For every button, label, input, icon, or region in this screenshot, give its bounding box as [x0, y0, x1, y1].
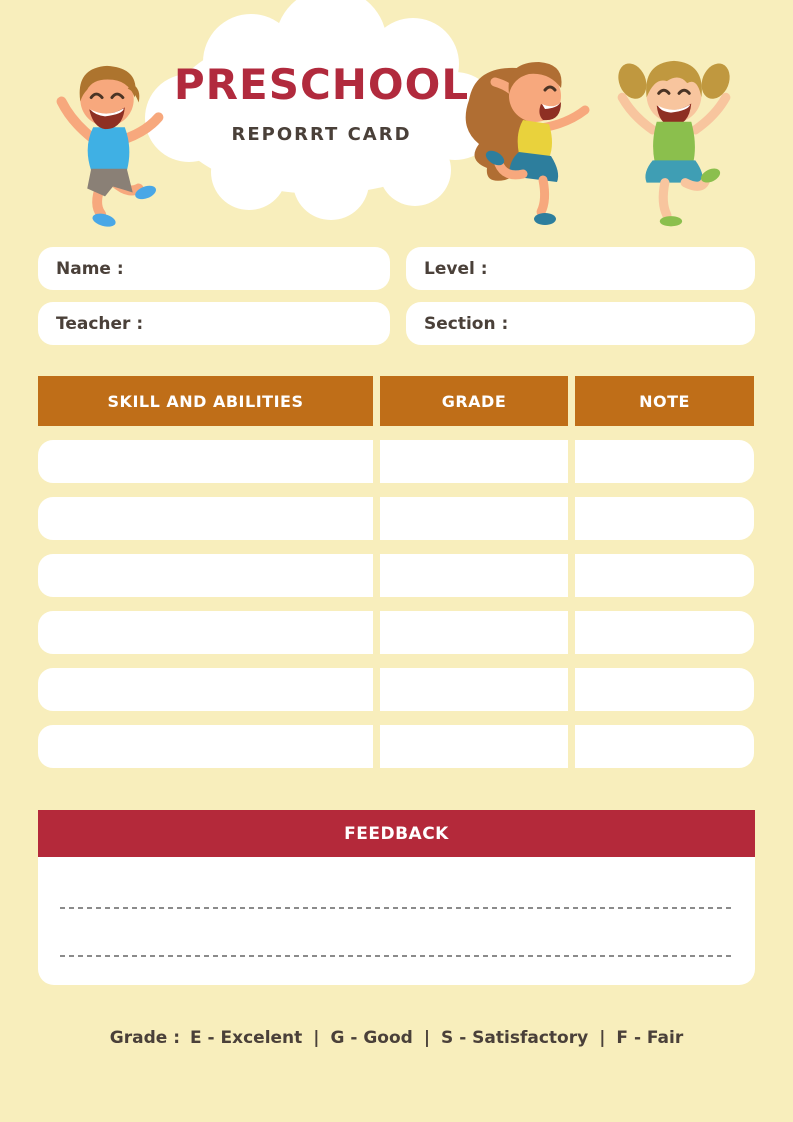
table-row: [38, 725, 755, 768]
feedback-body[interactable]: [38, 857, 755, 985]
name-value[interactable]: [124, 247, 390, 290]
grade-cell[interactable]: [380, 497, 568, 540]
column-header-grade: GRADE: [380, 376, 568, 426]
table-row: [38, 440, 755, 483]
teacher-label: Teacher :: [56, 313, 144, 334]
pigtail-girl-illustration: [608, 42, 740, 236]
column-header-skill: SKILL AND ABILITIES: [38, 376, 373, 426]
legend-item: F - Fair: [616, 1028, 684, 1048]
skill-cell[interactable]: [38, 440, 373, 483]
skill-cell[interactable]: [38, 497, 373, 540]
grade-cell[interactable]: [380, 440, 568, 483]
table-row: [38, 497, 755, 540]
feedback-header: FEEDBACK: [38, 810, 755, 857]
page-title: PRESCHOOL: [173, 60, 470, 109]
header: [0, 0, 793, 240]
title-block: [133, 0, 510, 216]
level-field[interactable]: [406, 247, 755, 290]
table-row: [38, 668, 755, 711]
legend-item: S - Satisfactory: [441, 1028, 589, 1048]
running-girl-illustration: [456, 48, 598, 228]
skills-table-body: [38, 440, 755, 768]
feedback-writing-line-2[interactable]: [60, 955, 733, 957]
legend-item: E - Excelent: [190, 1028, 303, 1048]
grade-cell[interactable]: [380, 668, 568, 711]
level-value[interactable]: [488, 247, 755, 290]
grade-cell[interactable]: [380, 725, 568, 768]
grade-cell[interactable]: [380, 554, 568, 597]
level-label: Level :: [424, 258, 488, 279]
note-cell[interactable]: [575, 668, 754, 711]
table-row: [38, 554, 755, 597]
section-value[interactable]: [508, 302, 755, 345]
note-cell[interactable]: [575, 725, 754, 768]
legend-item: G - Good: [330, 1028, 413, 1048]
grade-legend: [0, 1028, 793, 1048]
note-cell[interactable]: [575, 497, 754, 540]
skill-cell[interactable]: [38, 668, 373, 711]
note-cell[interactable]: [575, 440, 754, 483]
column-header-note: NOTE: [575, 376, 754, 426]
feedback-writing-line-1[interactable]: [60, 907, 733, 909]
page-subtitle: REPORRT CARD: [231, 124, 412, 145]
grade-legend-label: Grade :: [109, 1028, 180, 1048]
skills-table-header: [38, 376, 755, 426]
name-field[interactable]: [38, 247, 390, 290]
note-cell[interactable]: [575, 554, 754, 597]
student-info: [38, 247, 755, 345]
table-row: [38, 611, 755, 654]
grade-legend-items: [190, 1028, 683, 1048]
skill-cell[interactable]: [38, 554, 373, 597]
jumping-boy-illustration: [48, 56, 170, 234]
skill-cell[interactable]: [38, 611, 373, 654]
teacher-value[interactable]: [143, 302, 390, 345]
teacher-field[interactable]: [38, 302, 390, 345]
skills-table: [38, 376, 755, 768]
note-cell[interactable]: [575, 611, 754, 654]
legend-separator: |: [313, 1028, 320, 1048]
legend-separator: |: [423, 1028, 431, 1048]
section-label: Section :: [424, 313, 509, 334]
legend-separator: |: [599, 1028, 606, 1048]
section-field[interactable]: [406, 302, 755, 345]
feedback-section: [38, 810, 755, 985]
skill-cell[interactable]: [38, 725, 373, 768]
name-label: Name :: [56, 258, 124, 279]
grade-cell[interactable]: [380, 611, 568, 654]
